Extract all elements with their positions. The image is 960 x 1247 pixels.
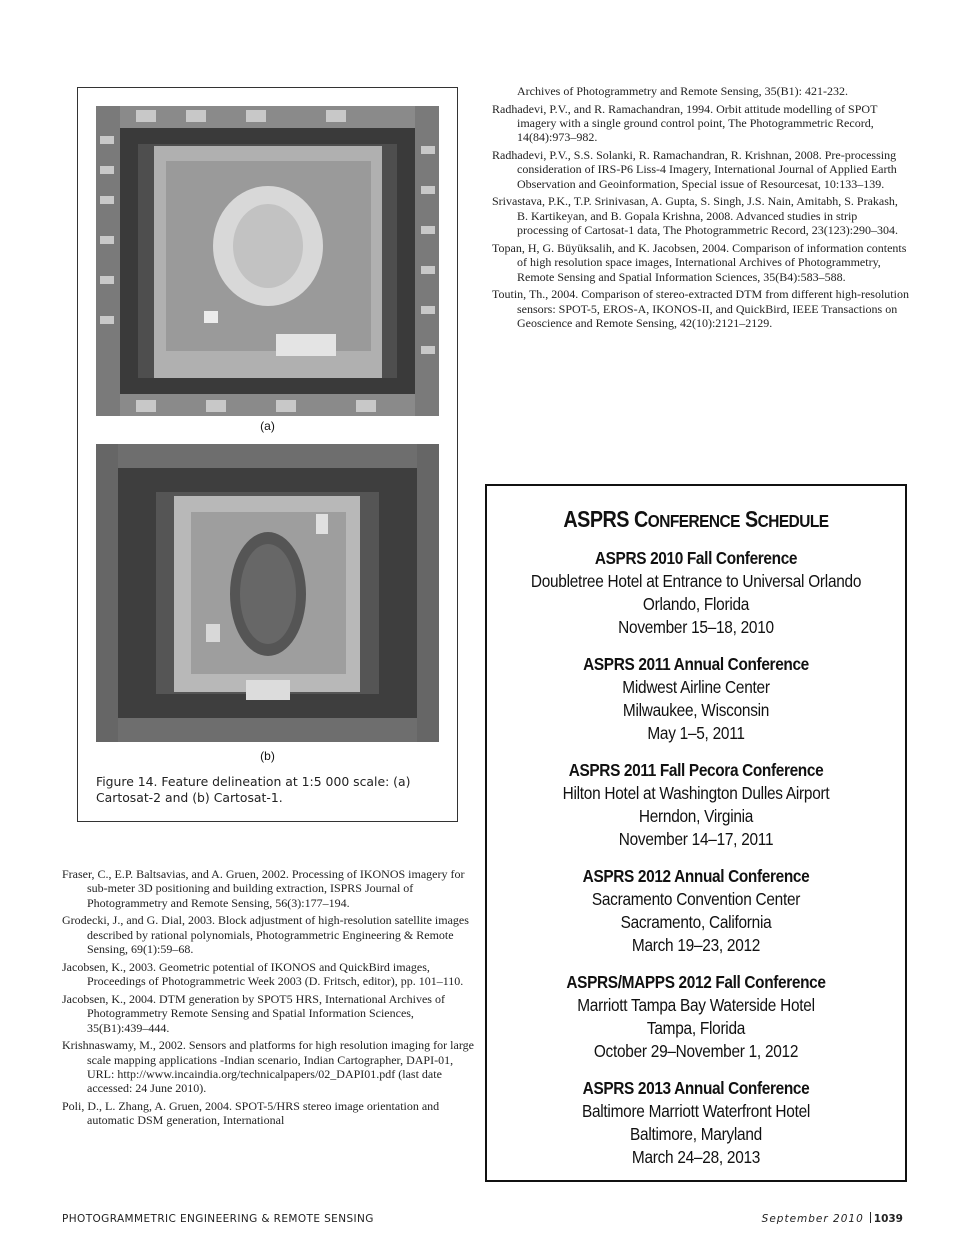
reference-entry: Topan, H, G. Büyüksalih, and K. Jacobsen, 2004. Comparison of information contents of high resolution space images, International Archives of Photogrammetry, Remote Sensing and Spatial Information Sciences, 35(B4):583–588. [492, 240, 907, 284]
reference-entry: Archives of Photogrammetry and Remote Sensing, 35(B1): 421-232. [517, 84, 848, 98]
conference-detail: Baltimore Marriott Waterfront Hotel [581, 1101, 811, 1121]
references-left-column [62, 867, 475, 1131]
conference-name: ASPRS 2011 Fall Pecora Conference [568, 760, 824, 780]
references-right-column [492, 84, 910, 334]
conference-detail: November 15–18, 2010 [618, 617, 774, 637]
conference-entry [487, 865, 905, 957]
conference-detail: March 19–23, 2012 [631, 935, 761, 955]
reference-entry: Poli, D., L. Zhang, A. Gruen, 2004. SPOT-5/HRS stereo image orientation and automatic DSM generation, International [62, 1099, 440, 1128]
satellite-image-cartosat-1 [96, 444, 439, 742]
reference-entry: Jacobsen, K., 2004. DTM generation by SPOT5 HRS, International Archives of Photogrammetry Remote Sensing and Spatial Information Sciences, 35(B1):439–444. [62, 991, 445, 1035]
conference-detail: November 14–17, 2011 [618, 829, 774, 849]
conference-name: ASPRS 2010 Fall Conference [594, 548, 798, 568]
footer-separator [870, 1212, 871, 1223]
reference-entry: Srivastava, P.K., T.P. Srinivasan, A. Gupta, S. Singh, J.S. Nain, Amitabh, S. Prakash, B. Kartikeyan, and B. Gopala Krishna, 2008. Advanced studies in strip processing of Cartosat-1 data, The Photogrammetric Record, 23(123):290–304. [492, 194, 899, 238]
conference-detail: March 24–28, 2013 [631, 1147, 761, 1167]
conference-detail: Baltimore, Maryland [630, 1124, 762, 1144]
conference-detail: Doubletree Hotel at Entrance to Universal Orlando [530, 571, 862, 591]
conference-detail: Midwest Airline Center [622, 677, 770, 697]
figure-label-b: (b) [260, 749, 275, 763]
reference-entry: Toutin, Th., 2004. Comparison of stereo-extracted DTM from different high-resolution sensors: SPOT-5, EROS-A, IKONOS-II, and QuickBird, IEEE Transactions on Geoscience and Remote Sensing, 42(10):2121–2129. [492, 287, 909, 331]
conference-name: ASPRS 2013 Annual Conference [582, 1078, 810, 1098]
conference-entry [487, 653, 905, 745]
conference-detail: Hilton Hotel at Washington Dulles Airport [562, 783, 830, 803]
figure-14 [77, 87, 458, 822]
conference-list [487, 547, 905, 1169]
footer-journal-name: PHOTOGRAMMETRIC ENGINEERING & REMOTE SENSING [62, 1213, 374, 1225]
conference-name: ASPRS/MAPPS 2012 Fall Conference [566, 972, 826, 992]
conference-name: ASPRS 2012 Annual Conference [582, 866, 810, 886]
conference-detail: Sacramento Convention Center [591, 889, 801, 909]
footer-page-info [762, 1212, 903, 1225]
reference-entry: Radhadevi, P.V., and R. Ramachandran, 1994. Orbit attitude modelling of SPOT imagery with a single ground control point, The Photogrammetric Record, 14(84):973–982. [492, 101, 878, 145]
conference-detail: Sacramento, California [620, 912, 772, 932]
conference-name: ASPRS 2011 Annual Conference [583, 654, 809, 674]
reference-entry: Grodecki, J., and G. Dial, 2003. Block adjustment of high-resolution satellite images described by rational polynomials, Photogrammetric Engineering & Remote Sensing, 69(1):59–68. [62, 913, 469, 957]
conference-detail: May 1–5, 2011 [647, 723, 745, 743]
reference-entry: Fraser, C., E.P. Baltsavias, and A. Gruen, 2002. Processing of IKONOS imagery for sub-meter 3D positioning and building extraction, ISPRS Journal of Photogrammetry and Remote Sensing, 56(3):177–194. [62, 867, 465, 910]
page-number: 1039 [873, 1213, 903, 1225]
conference-entry [487, 971, 905, 1063]
figure-caption: Figure 14. Feature delineation at 1:5 000 scale: (a) Cartosat-2 and (b) Cartosat-1. [96, 774, 411, 805]
figure-label-a: (a) [260, 419, 275, 433]
conference-detail: Tampa, Florida [646, 1018, 746, 1038]
satellite-image-cartosat-2 [96, 106, 439, 416]
footer-month: September 2010 [761, 1213, 864, 1225]
reference-entry: Radhadevi, P.V., S.S. Solanki, R. Ramachandran, R. Krishnan, 2008. Pre-processing consideration of IRS-P6 Liss-4 Imagery, International Journal of Applied Earth Observation and Geoinformation, Special issue of Resourcesat, 10:133–139. [492, 148, 897, 191]
schedule-title: ASPRS CONFERENCE SCHEDULE [563, 506, 829, 532]
reference-entry: Jacobsen, K., 2003. Geometric potential of IKONOS and QuickBird images, Proceedings of Photogrammetric Week 2003 (D. Fritsch, editor), pp. 101–110. [62, 959, 464, 989]
conference-entry [487, 759, 905, 851]
conference-entry [487, 547, 905, 639]
conference-schedule-box [485, 484, 907, 1182]
conference-detail: Herndon, Virginia [638, 806, 754, 826]
reference-entry: Krishnaswamy, M., 2002. Sensors and platforms for high resolution imaging for large scale mapping applications -Indian scenario, Indian Cartographer, DAPI-01, URL: http://www.incaindia.org/technicalpapers/02_DAPI01.pdf (last date accessed: 24 June 2010). [62, 1038, 474, 1096]
conference-detail: Marriott Tampa Bay Waterside Hotel [577, 995, 815, 1015]
conference-detail: Milwaukee, Wisconsin [622, 700, 770, 720]
conference-entry [487, 1077, 905, 1169]
conference-detail: Orlando, Florida [642, 594, 750, 614]
conference-detail: October 29–November 1, 2012 [593, 1041, 799, 1061]
